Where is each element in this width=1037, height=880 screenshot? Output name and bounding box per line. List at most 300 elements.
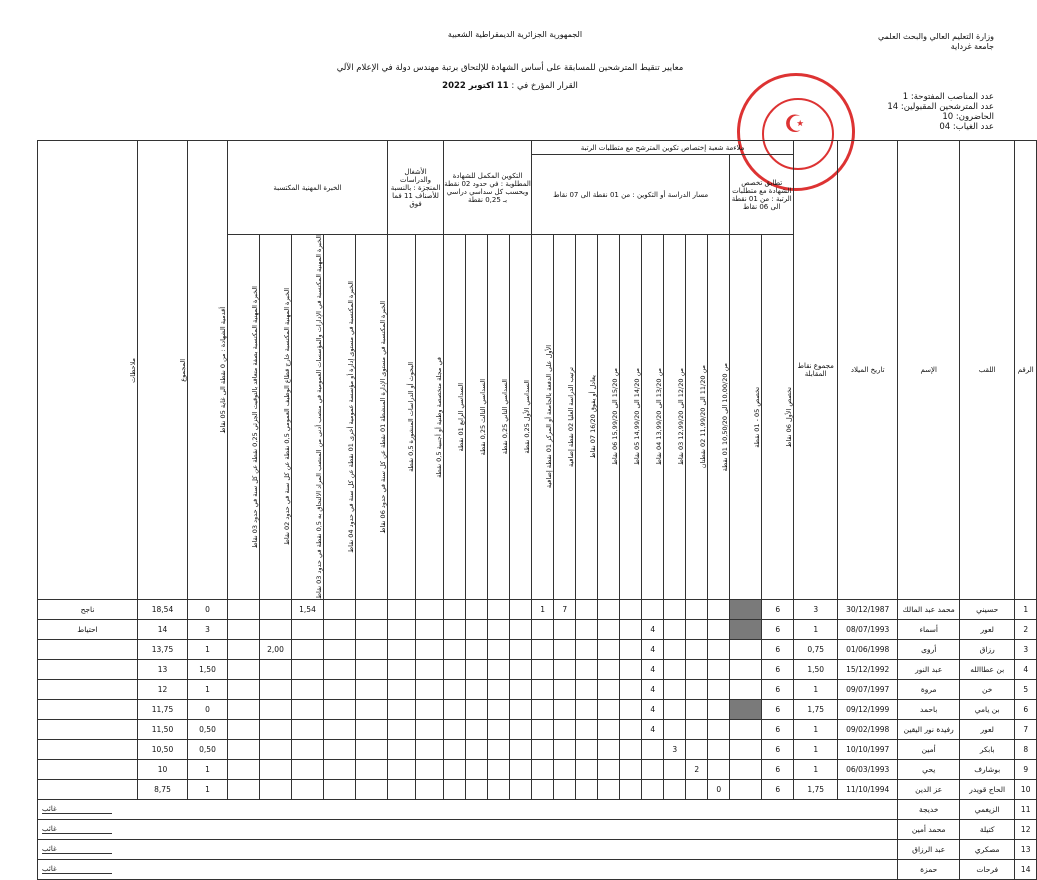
cell-last: الحاج قويدر <box>960 780 1015 800</box>
cell-ex3: 1,54 <box>292 600 324 620</box>
present-count: الحاضرون: 10 <box>942 112 994 122</box>
col-last-name: اللقب <box>960 141 1015 600</box>
cell-sp0 <box>708 640 730 660</box>
cell-sp7 <box>576 780 598 800</box>
absent-label <box>38 800 898 820</box>
cell-tr2 <box>488 740 510 760</box>
decision-prefix: القرار المؤرخ في <box>517 81 578 91</box>
cell-ex5 <box>228 640 260 660</box>
cell-ex1 <box>356 680 388 700</box>
cell-ex2 <box>324 660 356 680</box>
cell-ex4 <box>260 720 292 740</box>
absent-text: غائب <box>42 805 112 814</box>
cell-sp3 <box>664 700 686 720</box>
cell-tr1 <box>510 700 532 720</box>
table-row <box>38 720 1037 740</box>
cell-spec1: 6 <box>762 780 794 800</box>
cell-sp3 <box>664 760 686 780</box>
cell-sum: 0,75 <box>794 640 838 660</box>
cell-tr1 <box>510 680 532 700</box>
decision-date: 11 اكتوبر 2022 <box>442 81 509 91</box>
group-specialty-match: تطابق تخصص الشهادة مع متطلبات الرتبة : من 01 نقطة الى 06 نقاط <box>730 155 794 235</box>
cell-ex1 <box>356 720 388 740</box>
cell-sp3 <box>664 680 686 700</box>
cell-wk1 <box>416 760 444 780</box>
cell-num: 9 <box>1015 760 1037 780</box>
table-row <box>38 600 1037 620</box>
cell-sp6 <box>598 660 620 680</box>
cell-num: 8 <box>1015 740 1037 760</box>
absent-row <box>38 820 1037 840</box>
cell-tr4 <box>444 760 466 780</box>
cell-sp8: 7 <box>554 600 576 620</box>
col-notes: ملاحظات <box>38 141 138 600</box>
col-sp6: من 15/20 الى 15,99/20 06 نقاط <box>598 235 620 600</box>
cell-spec1: 6 <box>762 760 794 780</box>
cell-spec2 <box>730 600 762 620</box>
cell-sp2 <box>686 640 708 660</box>
cell-sp3 <box>664 660 686 680</box>
cell-ex3 <box>292 620 324 640</box>
document-title: معايير تنقيط المترشحين للمسابقة على أساس الشهادة للإلتحاق برتبة مهندس دولة في الإعلام الآلي <box>336 63 684 73</box>
cell-cert: 1 <box>188 640 228 660</box>
cell-sp9: 1 <box>532 600 554 620</box>
cell-first: حمزة <box>898 860 960 880</box>
cell-tr1 <box>510 780 532 800</box>
cell-note <box>38 680 138 700</box>
cell-spec2 <box>730 700 762 720</box>
cell-tr4 <box>444 600 466 620</box>
cell-tr3 <box>466 680 488 700</box>
cell-first: عز الدين <box>898 780 960 800</box>
cell-total: 18,54 <box>138 600 188 620</box>
absent-text: غائب <box>42 825 112 834</box>
absent-row <box>38 800 1037 820</box>
cell-ex4 <box>260 700 292 720</box>
cell-sp6 <box>598 600 620 620</box>
cell-spec1: 6 <box>762 720 794 740</box>
cell-last: بن عطاالله <box>960 660 1015 680</box>
cell-tr3 <box>466 740 488 760</box>
cell-ex4 <box>260 600 292 620</box>
cell-ex2 <box>324 680 356 700</box>
cell-num: 1 <box>1015 600 1037 620</box>
col-birth-date: تاريخ الميلاد <box>838 141 898 600</box>
cell-ex5 <box>228 700 260 720</box>
cell-sp2 <box>686 620 708 640</box>
cell-last: لعور <box>960 620 1015 640</box>
cell-first: عبد الرزاق <box>898 840 960 860</box>
cell-ex4: 2,00 <box>260 640 292 660</box>
cell-sp9 <box>532 720 554 740</box>
col-wk2: البحوث أو الدراسات المنشورة 0,5 نقطة <box>388 235 416 600</box>
cell-sp9 <box>532 740 554 760</box>
cell-total: 13 <box>138 660 188 680</box>
cell-sp6 <box>598 680 620 700</box>
cell-tr1 <box>510 760 532 780</box>
cell-spec2 <box>730 740 762 760</box>
cell-last: خن <box>960 680 1015 700</box>
cell-wk1 <box>416 600 444 620</box>
col-tr2: السداسي الثاني 0,25 نقطة <box>488 235 510 600</box>
cell-sp9 <box>532 660 554 680</box>
cell-sp3 <box>664 780 686 800</box>
cell-first: محمد أمين <box>898 820 960 840</box>
cell-num: 4 <box>1015 660 1037 680</box>
cell-note <box>38 720 138 740</box>
cell-last: بابكر <box>960 740 1015 760</box>
cell-sum: 1 <box>794 620 838 640</box>
cell-sp3 <box>664 620 686 640</box>
col-num: الرقم <box>1015 141 1037 600</box>
cell-cert: 0 <box>188 600 228 620</box>
cell-ex3 <box>292 720 324 740</box>
table-row <box>38 620 1037 640</box>
cell-total: 14 <box>138 620 188 640</box>
absent-row <box>38 840 1037 860</box>
cell-wk2 <box>388 700 416 720</box>
col-certificate-date: أقدمية الشهادة : من 0 نقطة الى غاية 05 نقاط <box>188 141 228 600</box>
table-row <box>38 660 1037 680</box>
ministry-name: وزارة التعليم العالي والبحث العلمي <box>878 32 994 41</box>
cell-ex1 <box>356 640 388 660</box>
cell-sp8 <box>554 680 576 700</box>
cell-birth: 09/12/1999 <box>838 700 898 720</box>
cell-sp7 <box>576 720 598 740</box>
cell-cert: 0 <box>188 700 228 720</box>
cell-tr1 <box>510 740 532 760</box>
cell-sp9 <box>532 760 554 780</box>
cell-num: 5 <box>1015 680 1037 700</box>
cell-cert: 1 <box>188 680 228 700</box>
cell-sp4: 4 <box>642 660 664 680</box>
cell-ex5 <box>228 740 260 760</box>
cell-tr1 <box>510 600 532 620</box>
ministry-block <box>878 32 994 52</box>
cell-tr2 <box>488 720 510 740</box>
cell-tr4 <box>444 660 466 680</box>
cell-sp4: 4 <box>642 620 664 640</box>
cell-tr2 <box>488 600 510 620</box>
cell-sp3 <box>664 600 686 620</box>
cell-tr1 <box>510 620 532 640</box>
cell-total: 11,50 <box>138 720 188 740</box>
col-ex2: الخبرة المكتسبة في مستوى إدارة أو مؤسسة عمومية أخرى 01 نقطة عن كل سنة في حدود 04 نقاط <box>324 235 356 600</box>
cell-ex1 <box>356 760 388 780</box>
cell-cert: 1,50 <box>188 660 228 680</box>
counts-block <box>887 92 994 132</box>
cell-ex4 <box>260 660 292 680</box>
cell-wk2 <box>388 660 416 680</box>
group-works: الأشغال والدراسات المنجزة : بالنسبة للأصناف 11 فما فوق <box>388 141 444 235</box>
col-sum-points: مجموع نقاط المقابلة <box>794 141 838 600</box>
cell-birth: 06/03/1993 <box>838 760 898 780</box>
cell-ex3 <box>292 700 324 720</box>
cell-num: 7 <box>1015 720 1037 740</box>
cell-tr3 <box>466 640 488 660</box>
cell-sp6 <box>598 760 620 780</box>
cell-wk2 <box>388 600 416 620</box>
cell-ex2 <box>324 720 356 740</box>
cell-spec2 <box>730 680 762 700</box>
cell-cert: 1 <box>188 760 228 780</box>
cell-ex3 <box>292 640 324 660</box>
cell-ex4 <box>260 620 292 640</box>
cell-tr4 <box>444 620 466 640</box>
cell-tr2 <box>488 640 510 660</box>
cell-sp7 <box>576 680 598 700</box>
cell-ex3 <box>292 680 324 700</box>
cell-spec1: 6 <box>762 700 794 720</box>
cell-sp5 <box>620 740 642 760</box>
cell-sp3 <box>664 720 686 740</box>
cell-sum: 1,75 <box>794 700 838 720</box>
cell-ex3 <box>292 780 324 800</box>
cell-sp4 <box>642 780 664 800</box>
cell-sp9 <box>532 640 554 660</box>
republic-title: الجمهورية الجزائرية الديمقراطية الشعبية <box>447 30 583 39</box>
cell-wk2 <box>388 620 416 640</box>
cell-birth: 09/07/1997 <box>838 680 898 700</box>
col-sp5: من 14/20 الى 14,99/20 05 نقاط <box>620 235 642 600</box>
group-study-path: مسار الدراسة أو التكوين : من 01 نقطة الى 07 نقاط <box>532 155 730 235</box>
cell-sp6 <box>598 700 620 720</box>
cell-sp4: 4 <box>642 720 664 740</box>
cell-ex3 <box>292 760 324 780</box>
cell-sp6 <box>598 720 620 740</box>
cell-spec1: 6 <box>762 600 794 620</box>
cell-tr2 <box>488 620 510 640</box>
cell-wk1 <box>416 780 444 800</box>
cell-sp0 <box>708 660 730 680</box>
cell-tr3 <box>466 760 488 780</box>
cell-birth: 01/06/1998 <box>838 640 898 660</box>
cell-sp0 <box>708 740 730 760</box>
cell-wk1 <box>416 700 444 720</box>
cell-wk1 <box>416 660 444 680</box>
cell-sp6 <box>598 620 620 640</box>
cell-ex2 <box>324 780 356 800</box>
cell-sp5 <box>620 720 642 740</box>
cell-tr4 <box>444 640 466 660</box>
col-tr1: السداسي الأول 0,25 نقطة <box>510 235 532 600</box>
cell-wk2 <box>388 680 416 700</box>
absent-label <box>38 820 898 840</box>
cell-tr3 <box>466 660 488 680</box>
cell-total: 12 <box>138 680 188 700</box>
col-ex3: الخبرة المهنية المكتسبة في الإدارات والمؤسسات العمومية في منصب أدنى من المنصب المراد الالتحاق به 0,5 نقطة في حدود 03 نقاط <box>292 235 324 600</box>
cell-sp3 <box>664 640 686 660</box>
col-ex5: الخبرة المهنية المكتسبة بصفة متعاقد بالتوقيت الجزئي 0,25 نقطة عن كل سنة في حدود 03 نقاط <box>228 235 260 600</box>
cell-last: مصكري <box>960 840 1015 860</box>
cell-ex5 <box>228 760 260 780</box>
absent-count: عدد الغياب: 04 <box>939 122 994 132</box>
cell-sp9 <box>532 680 554 700</box>
col-sp2: من 11/20 الى 11,99/20 02 نقطتان <box>686 235 708 600</box>
cell-tr1 <box>510 640 532 660</box>
col-sp7: يعادل أو يفوق 16/20 07 نقاط <box>576 235 598 600</box>
cell-ex1 <box>356 620 388 640</box>
decision-line: القرار المؤرخ في : 11 اكتوبر 2022 <box>442 81 578 91</box>
col-wk1: في مجلة متخصصة وطنية أو أجنبية 0,5 نقطة <box>416 235 444 600</box>
cell-total: 8,75 <box>138 780 188 800</box>
cell-ex2 <box>324 600 356 620</box>
cell-ex5 <box>228 620 260 640</box>
cell-tr3 <box>466 700 488 720</box>
cell-sp2 <box>686 700 708 720</box>
cell-sp8 <box>554 700 576 720</box>
cell-ex4 <box>260 680 292 700</box>
star-crescent-icon: ☪ <box>784 110 806 138</box>
cell-ex5 <box>228 660 260 680</box>
cell-sp2 <box>686 740 708 760</box>
cell-tr3 <box>466 620 488 640</box>
cell-ex3 <box>292 740 324 760</box>
cell-wk1 <box>416 620 444 640</box>
cell-num: 6 <box>1015 700 1037 720</box>
cell-sp0 <box>708 600 730 620</box>
cell-last: فرحات <box>960 860 1015 880</box>
cell-sp7 <box>576 640 598 660</box>
cell-last: بن يامي <box>960 700 1015 720</box>
cell-ex1 <box>356 660 388 680</box>
cell-sp2 <box>686 780 708 800</box>
cell-tr1 <box>510 660 532 680</box>
cell-first: محمد عبد المالك <box>898 600 960 620</box>
cell-sp2 <box>686 660 708 680</box>
cell-sum: 3 <box>794 600 838 620</box>
cell-sp5 <box>620 780 642 800</box>
cell-sp7 <box>576 760 598 780</box>
cell-sp8 <box>554 720 576 740</box>
cell-num: 11 <box>1015 800 1037 820</box>
cell-spec2 <box>730 660 762 680</box>
cell-birth: 08/07/1993 <box>838 620 898 640</box>
cell-birth: 10/10/1997 <box>838 740 898 760</box>
cell-sp5 <box>620 600 642 620</box>
cell-first: خديجة <box>898 800 960 820</box>
cell-total: 11,75 <box>138 700 188 720</box>
cell-wk1 <box>416 720 444 740</box>
col-sp1: من 10,00/20 الى 10,50/20 01 نقطة <box>708 235 730 600</box>
university-name: جامعة غرداية <box>950 42 994 51</box>
cell-last: رزاق <box>960 640 1015 660</box>
cell-first: أسماء <box>898 620 960 640</box>
cell-first: رفيدة نور اليقين <box>898 720 960 740</box>
cell-sp6 <box>598 780 620 800</box>
cell-sp2 <box>686 600 708 620</box>
cell-last: الزيغمي <box>960 800 1015 820</box>
cell-sum: 1 <box>794 760 838 780</box>
cell-sp5 <box>620 680 642 700</box>
absent-label <box>38 840 898 860</box>
col-tr4: السداسي الرابع 01 نقطة <box>444 235 466 600</box>
cell-sp8 <box>554 660 576 680</box>
open-positions: عدد المناصب المفتوحة: 1 <box>902 92 994 102</box>
cell-wk2 <box>388 740 416 760</box>
cell-sp8 <box>554 780 576 800</box>
cell-num: 10 <box>1015 780 1037 800</box>
cell-sum: 1,75 <box>794 780 838 800</box>
cell-wk2 <box>388 780 416 800</box>
cell-sp7 <box>576 600 598 620</box>
cell-ex3 <box>292 660 324 680</box>
cell-sp3: 3 <box>664 740 686 760</box>
cell-note <box>38 760 138 780</box>
cell-tr4 <box>444 680 466 700</box>
cell-sp8 <box>554 760 576 780</box>
cell-cert: 0,50 <box>188 720 228 740</box>
cell-cert: 3 <box>188 620 228 640</box>
table-row <box>38 680 1037 700</box>
cell-ex2 <box>324 620 356 640</box>
cell-sp7 <box>576 660 598 680</box>
col-first-name: الإسم <box>898 141 960 600</box>
group-training: التكوين المكمل للشهادة المطلوبة : في حدود 02 نقطة وبحسب كل سداسي دراسي بـ 0,25 نقطة <box>444 141 532 235</box>
absent-text: غائب <box>42 845 112 854</box>
cell-tr3 <box>466 600 488 620</box>
cell-ex5 <box>228 720 260 740</box>
cell-sp2 <box>686 680 708 700</box>
cell-sp9 <box>532 700 554 720</box>
col-sp9: الأول على الدفعة بالجامعة أو المركز 01 نقطة إضافية <box>532 235 554 600</box>
cell-ex4 <box>260 740 292 760</box>
cell-ex2 <box>324 760 356 780</box>
cell-sp5 <box>620 760 642 780</box>
cell-wk2 <box>388 760 416 780</box>
cell-sp4: 4 <box>642 680 664 700</box>
cell-tr1 <box>510 720 532 740</box>
cell-sp4: 4 <box>642 640 664 660</box>
cell-last: بوشارف <box>960 760 1015 780</box>
cell-spec1: 6 <box>762 640 794 660</box>
cell-spec2 <box>730 780 762 800</box>
cell-cert: 0,50 <box>188 740 228 760</box>
cell-sum: 1 <box>794 740 838 760</box>
cell-sp2: 2 <box>686 760 708 780</box>
col-tr3: السداسي الثالث 0,25 نقطة <box>466 235 488 600</box>
col-ex1: الخبرة المكتسبة في مستوى الإدارة المنشطة 01 نقطة عن كل سنة في حدود 06 نقاط <box>356 235 388 600</box>
cell-sp8 <box>554 740 576 760</box>
cell-birth: 30/12/1987 <box>838 600 898 620</box>
cell-wk2 <box>388 640 416 660</box>
cell-ex2 <box>324 740 356 760</box>
col-total: المجموع <box>138 141 188 600</box>
cell-sp5 <box>620 660 642 680</box>
cell-sp8 <box>554 620 576 640</box>
cell-sp5 <box>620 700 642 720</box>
absent-text: غائب <box>42 865 112 874</box>
cell-first: أمين <box>898 740 960 760</box>
cell-tr2 <box>488 680 510 700</box>
cell-last: كتيلة <box>960 820 1015 840</box>
cell-note: احتياط <box>38 620 138 640</box>
group-experience: الخبرة المهنية المكتسبة <box>228 141 388 235</box>
cell-ex2 <box>324 700 356 720</box>
cell-wk1 <box>416 680 444 700</box>
cell-sp4 <box>642 740 664 760</box>
table-row <box>38 780 1037 800</box>
cell-num: 14 <box>1015 860 1037 880</box>
cell-spec1: 6 <box>762 680 794 700</box>
cell-tr2 <box>488 660 510 680</box>
cell-total: 10,50 <box>138 740 188 760</box>
cell-spec1: 6 <box>762 740 794 760</box>
cell-birth: 09/02/1998 <box>838 720 898 740</box>
cell-sp0 <box>708 720 730 740</box>
cell-birth: 11/10/1994 <box>838 780 898 800</box>
cell-first: أروى <box>898 640 960 660</box>
